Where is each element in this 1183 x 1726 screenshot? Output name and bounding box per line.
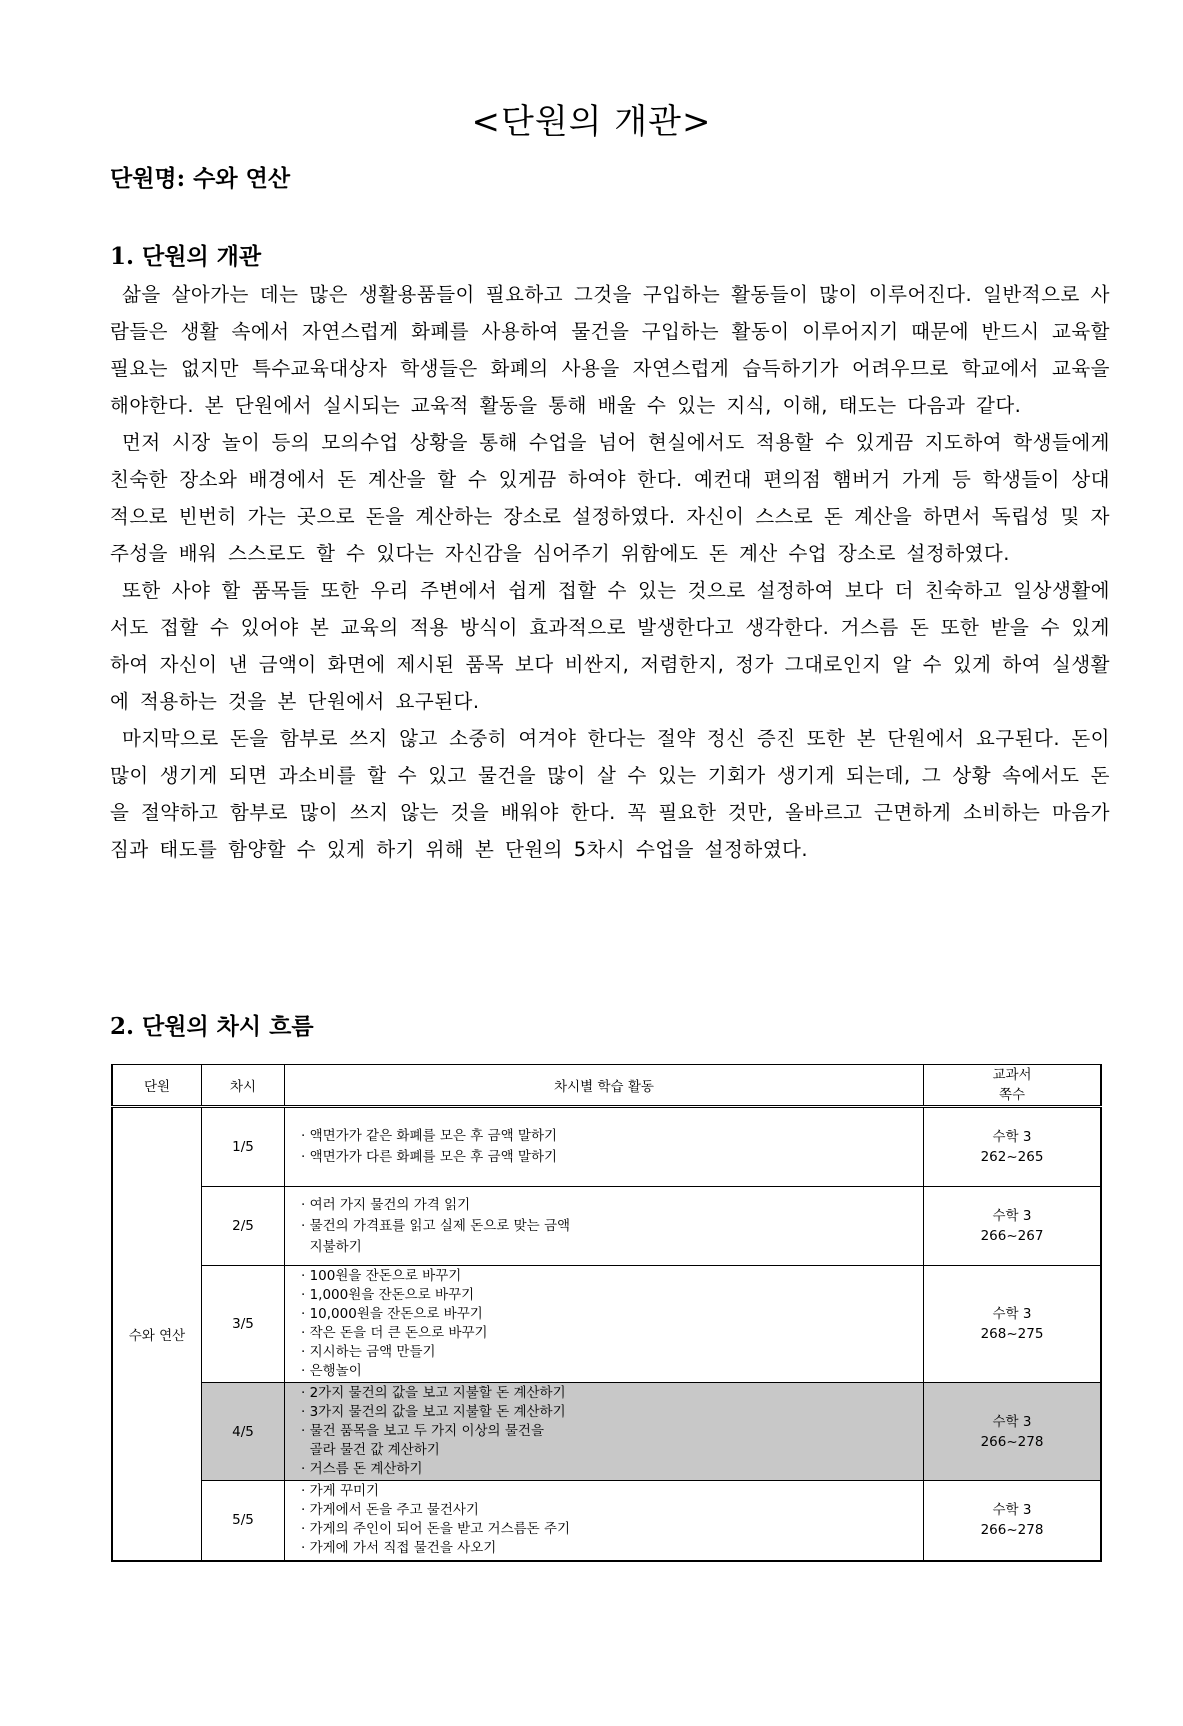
paragraph: 먼저 시장 놀이 등의 모의수업 상황을 통해 수업을 넘어 현실에서도 적용할 수 있게끔 지도하여 학생들에게 친숙한 장소와 배경에서 돈 계산을 할 수 있게끔 하여야 한다. 예컨대 편의점 햄버거 가게 등 학생들이 상대적으로 빈번히 가는 곳으로 돈을 계산하는 장소로 설정하였다. 자신이 스스로 돈 계산을 하면서 독립성 및 자주성을 배워 스스로도 할 수 있다는 자신감을 심어주기 위함에도 돈 계산 수업 장소로 설정하였다. xyxy=(110,431,1110,565)
table-row xyxy=(112,1266,1101,1383)
lesson-flow-table xyxy=(111,1064,1102,1562)
textbook-name: 수학 3 xyxy=(992,1306,1032,1322)
activity-item: · 액면가가 다른 화폐를 모은 후 금액 말하기 xyxy=(301,1149,558,1165)
paragraph: 마지막으로 돈을 함부로 쓰지 않고 소중히 여겨야 한다는 절약 정신 증진 또한 본 단원에서 요구된다. 돈이 많이 생기게 되면 과소비를 할 수 있고 물건을 많이 살 수 있는 기회가 생기게 되는데, 그 상황 속에서도 돈을 절약하고 함부로 많이 쓰지 않는 것을 배워야 한다. 꼭 필요한 것만, 올바르고 근면하게 소비하는 마음가짐과 태도를 함양할 수 있게 하기 위해 본 단원의 5차시 수업을 설정하였다. xyxy=(110,727,1110,861)
textbook-pages: 262~265 xyxy=(980,1149,1044,1165)
unit-name-heading: 단원명: 수와 연산 xyxy=(110,165,291,192)
table-row xyxy=(112,1107,1101,1187)
activity-item: · 가게의 주인이 되어 돈을 받고 거스름돈 주기 xyxy=(301,1521,571,1538)
header-textbook xyxy=(924,1065,1102,1107)
activity-item: 지불하기 xyxy=(301,1238,362,1255)
activity-item: 골라 물건 값 계산하기 xyxy=(301,1442,440,1458)
activity-item: · 1,000원을 잔돈으로 바꾸기 xyxy=(301,1287,475,1303)
activity-item: · 3가지 물건의 값을 보고 지불할 돈 계산하기 xyxy=(301,1404,566,1420)
textbook-pages: 266~278 xyxy=(980,1433,1044,1450)
header-unit: 단원 xyxy=(112,1065,202,1107)
header-textbook-line2: 쪽수 xyxy=(998,1087,1026,1103)
document-title: <단원의 개관> xyxy=(471,102,712,142)
header-activities: 차시별 학습 활동 xyxy=(285,1065,924,1107)
textbook-name: 수학 3 xyxy=(992,1413,1032,1430)
paragraph: 또한 사야 할 품목들 또한 우리 주변에서 쉽게 접할 수 있는 것으로 설정하여 보다 더 친숙하고 일상생활에서도 접할 수 있어야 본 교육의 적용 방식이 효과적으로 발생한다고 생각한다. 거스름 돈 또한 받을 수 있게 하여 자신이 낸 금액이 화면에 제시된 품목 보다 비싼지, 저렴한지, 정가 그대로인지 알 수 있게 하여 실생활에 적용하는 것을 본 단원에서 요구된다. xyxy=(110,579,1110,713)
paragraph: 삶을 살아가는 데는 많은 생활용품들이 필요하고 그것을 구입하는 활동들이 많이 이루어진다. 일반적으로 사람들은 생활 속에서 자연스럽게 화폐를 사용하여 물건을 구입하는 활동이 이루어지기 때문에 반드시 교육할 필요는 없지만 특수교육대상자 학생들은 화폐의 사용을 자연스럽게 습득하기가 어려우므로 학교에서 교육을 해야한다. 본 단원에서 실시되는 교육적 활동을 통해 배울 수 있는 지식, 이해, 태도는 다음과 같다. xyxy=(110,283,1110,417)
activities-cell xyxy=(285,1481,924,1561)
activities-cell xyxy=(285,1187,924,1266)
session-cell: 3/5 xyxy=(202,1266,285,1383)
textbook-pages: 266~267 xyxy=(980,1228,1044,1244)
textbook-name: 수학 3 xyxy=(992,1129,1032,1145)
activities-cell xyxy=(285,1383,924,1481)
session-cell: 2/5 xyxy=(202,1187,285,1266)
activity-item: · 물건 품목을 보고 두 가지 이상의 물건을 xyxy=(301,1423,544,1439)
activity-item: · 가게에서 돈을 주고 물건사기 xyxy=(301,1502,479,1519)
table-header-row xyxy=(112,1065,1101,1107)
activity-item: · 거스름 돈 계산하기 xyxy=(301,1461,423,1477)
activity-item: · 가게에 가서 직접 물건을 사오기 xyxy=(301,1540,497,1557)
textbook-cell xyxy=(924,1481,1102,1561)
activity-item: · 은행놀이 xyxy=(301,1363,362,1379)
unit-cell: 수와 연산 xyxy=(112,1107,202,1561)
header-textbook-line1: 교과서 xyxy=(992,1067,1032,1083)
section-2-heading: 2. 단원의 차시 흐름 xyxy=(110,1013,314,1040)
textbook-pages: 266~278 xyxy=(980,1522,1044,1539)
header-session: 차시 xyxy=(202,1065,285,1107)
textbook-pages: 268~275 xyxy=(980,1326,1044,1342)
section-1-heading: 1. 단원의 개관 xyxy=(110,243,262,270)
table-row xyxy=(112,1187,1101,1266)
activity-item: · 지시하는 금액 만들기 xyxy=(301,1344,436,1360)
activity-item: · 10,000원을 잔돈으로 바꾸기 xyxy=(301,1306,483,1322)
section-1-body xyxy=(110,276,1110,868)
activity-item: · 물건의 가격표를 읽고 실제 돈으로 맞는 금액 xyxy=(301,1217,571,1234)
textbook-cell xyxy=(924,1383,1102,1481)
textbook-cell xyxy=(924,1187,1102,1266)
textbook-cell xyxy=(924,1107,1102,1187)
activity-item: · 가게 꾸미기 xyxy=(301,1483,380,1500)
activity-item: · 작은 돈을 더 큰 돈으로 바꾸기 xyxy=(301,1325,488,1341)
textbook-cell xyxy=(924,1266,1102,1383)
table-row xyxy=(112,1481,1101,1561)
table-row-highlighted xyxy=(112,1383,1101,1481)
activity-item: · 100원을 잔돈으로 바꾸기 xyxy=(301,1268,462,1284)
activities-cell xyxy=(285,1266,924,1383)
activities-cell xyxy=(285,1107,924,1187)
activity-item: · 액면가가 같은 화폐를 모은 후 금액 말하기 xyxy=(301,1128,558,1144)
textbook-name: 수학 3 xyxy=(992,1502,1032,1519)
textbook-name: 수학 3 xyxy=(992,1208,1032,1224)
activity-item: · 2가지 물건의 값을 보고 지불할 돈 계산하기 xyxy=(301,1385,566,1401)
session-cell: 4/5 xyxy=(202,1383,285,1481)
activity-item: · 여러 가지 물건의 가격 읽기 xyxy=(301,1196,471,1213)
session-cell: 1/5 xyxy=(202,1107,285,1187)
session-cell: 5/5 xyxy=(202,1481,285,1561)
